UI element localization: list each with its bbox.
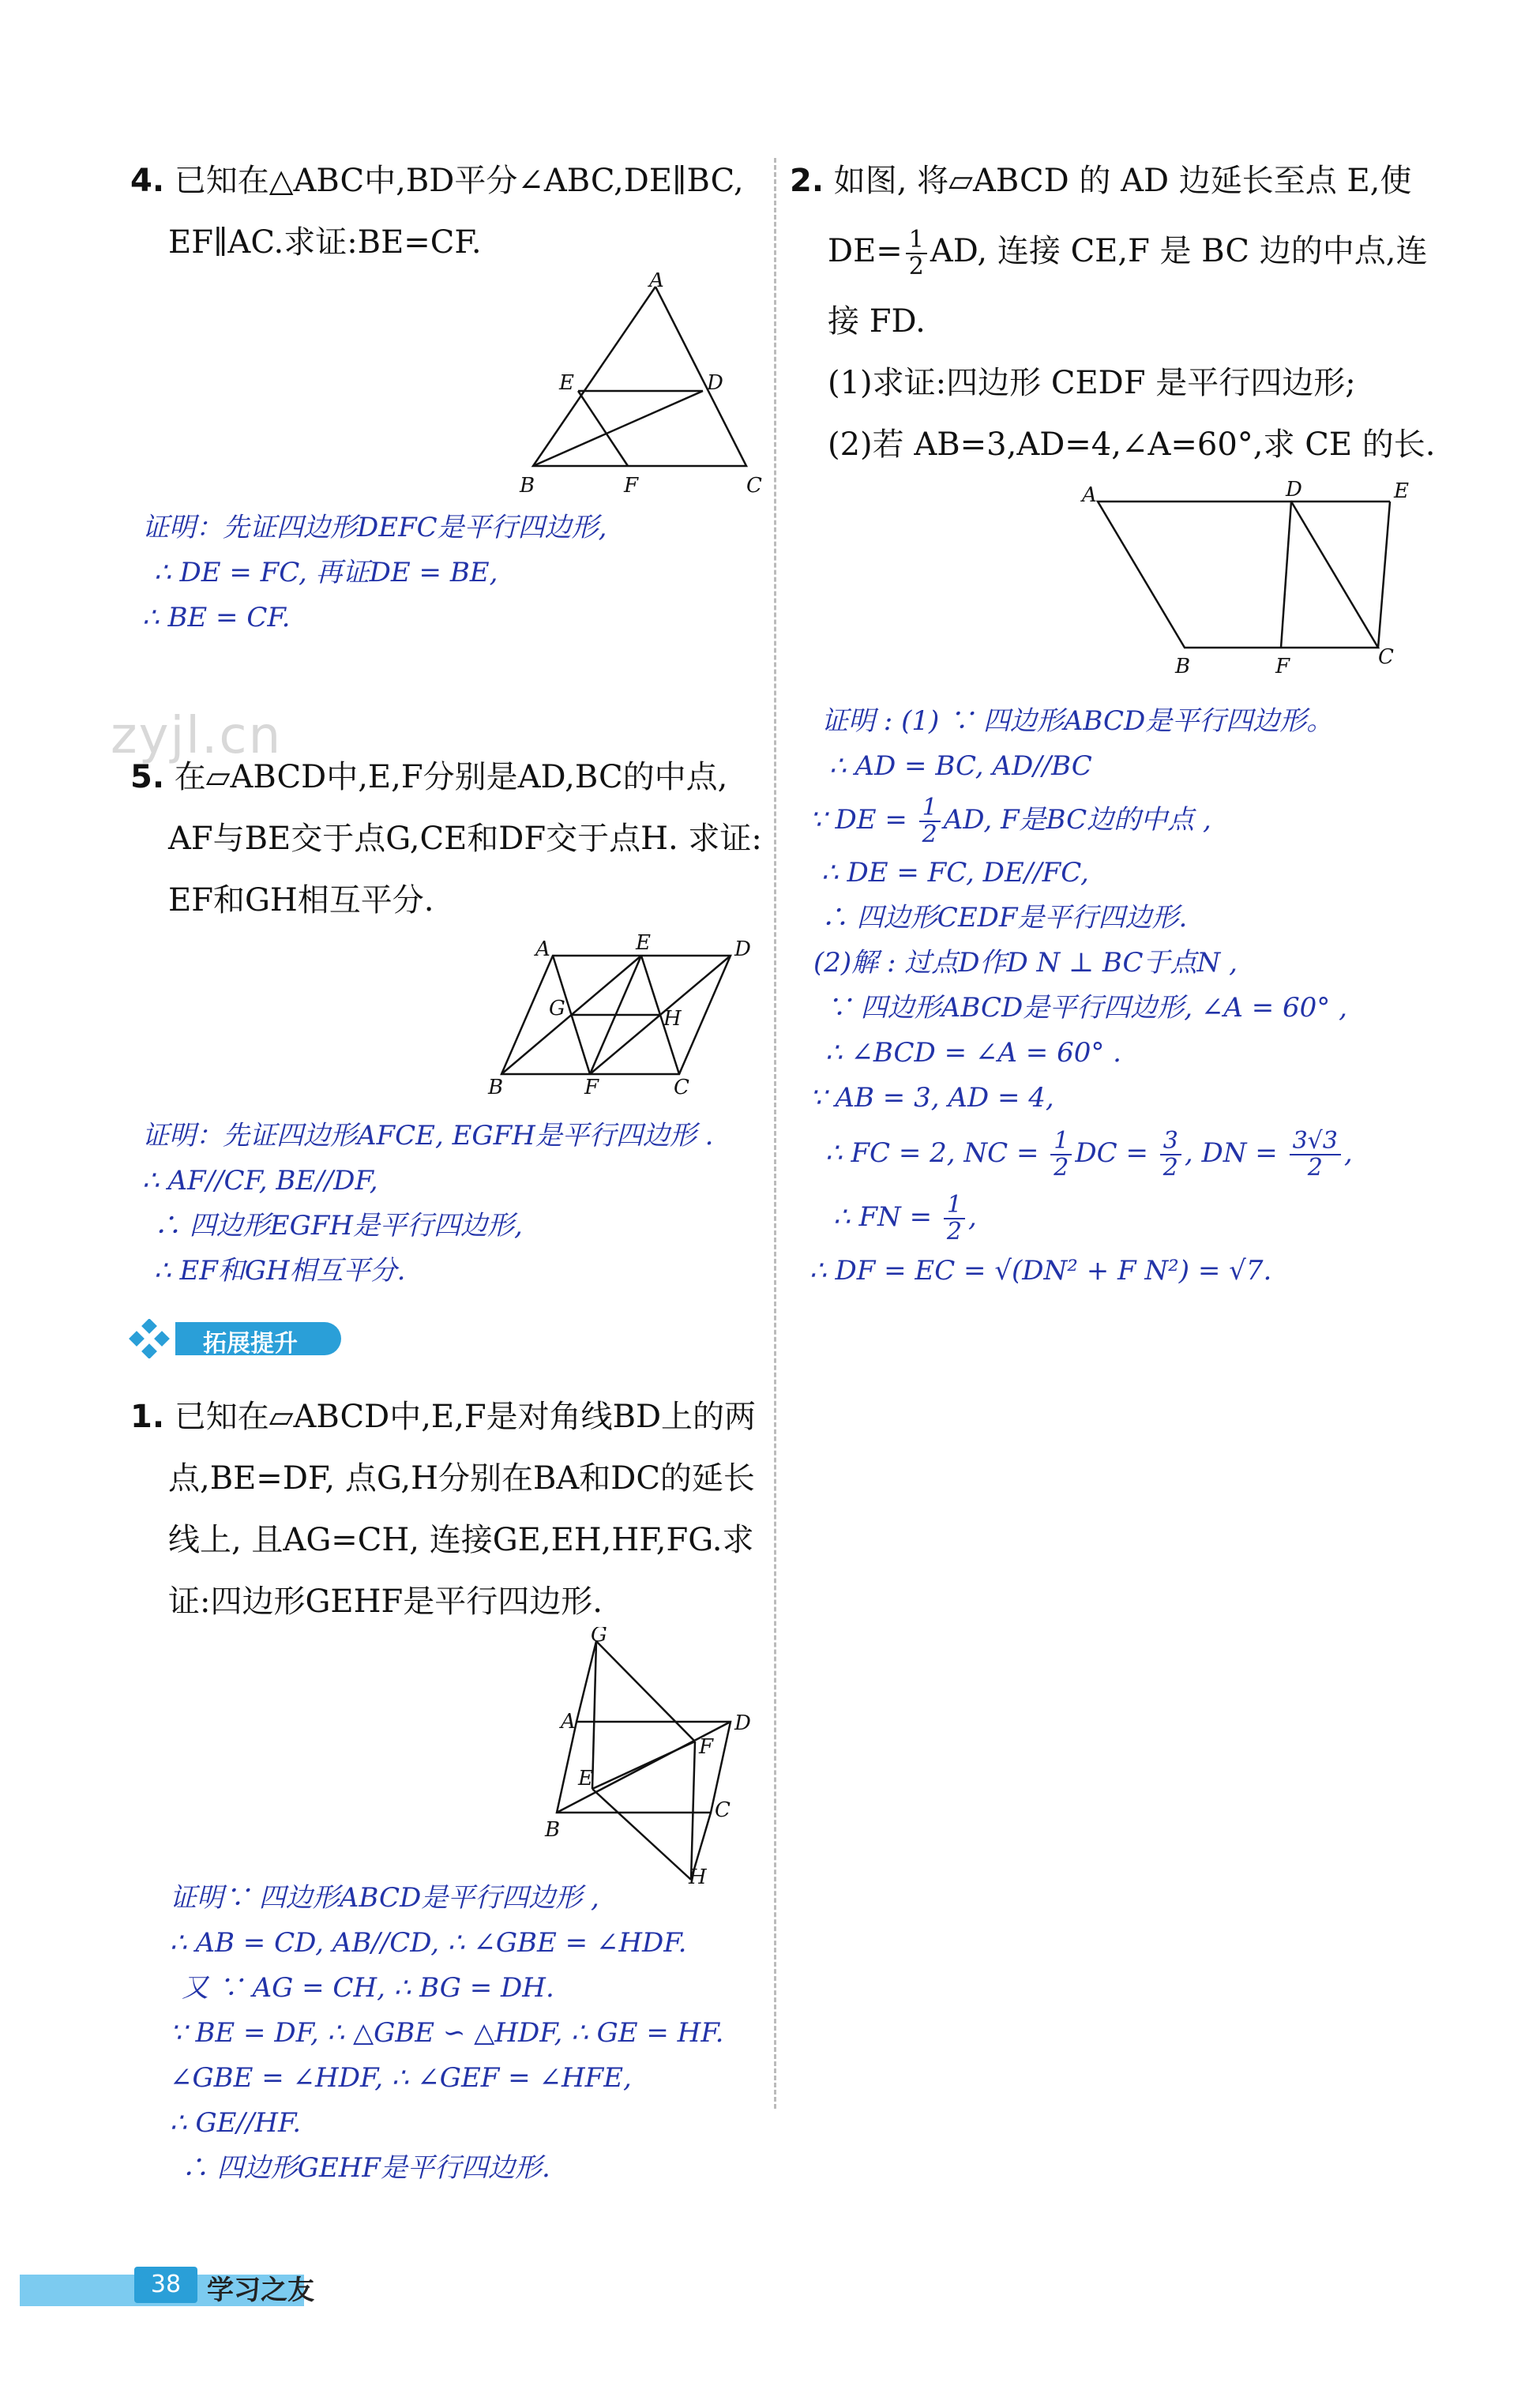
answer-line: (2)解 : 过点D作D N ⊥ BC于点N , [813, 947, 1238, 979]
answer-line: ∴ AB = CD, AB//CD, ∴ ∠GBE = ∠HDF. [170, 1927, 687, 1959]
text-fragment: ∴ FC = 2, NC = [825, 1137, 1039, 1169]
problem-text: (1)求证:四边形 CEDF 是平行四边形; [828, 365, 1356, 401]
text-fragment: DE= [828, 233, 903, 269]
label-d: D [734, 937, 751, 961]
answer-line: ∴ DE = FC, DE//FC, [821, 857, 1089, 889]
answer-line: ∴ DE = FC, 再证DE = BE, [154, 557, 498, 588]
problem-text: 点,BE=DF, 点G,H分别在BA和DC的延长 [168, 1460, 755, 1497]
label-a: A [561, 1710, 576, 1734]
denominator: 2 [922, 821, 937, 848]
numerator: 3 [1160, 1129, 1181, 1155]
answer-line: ∴ EF和GH相互平分. [154, 1255, 406, 1287]
label-c: C [674, 1076, 689, 1098]
label-d: D [707, 371, 723, 395]
parallelogram-figure-5 [482, 932, 774, 1098]
text-fragment: ∵ DE = [809, 804, 907, 836]
fraction [906, 227, 927, 280]
denominator: 2 [908, 253, 924, 280]
label-e: E [1394, 479, 1409, 503]
column-divider [774, 158, 776, 2109]
answer-line: 证明：先证四边形AFCE, EGFH是平行四边形 . [142, 1120, 714, 1152]
label-c: C [715, 1798, 731, 1822]
problem-text: 证:四边形GEHF是平行四边形. [168, 1584, 603, 1620]
denominator: 2 [1163, 1154, 1178, 1182]
label-a: A [649, 272, 664, 292]
answer-line: ∴ GE//HF. [170, 2107, 302, 2139]
problem-ext-2 [790, 150, 1435, 475]
triangle-figure [505, 272, 774, 502]
answer-line [825, 1121, 1353, 1185]
label-f: F [699, 1735, 714, 1759]
fraction [1290, 1129, 1341, 1181]
text-fragment: DC = [1075, 1137, 1148, 1169]
answer-line: 又 ∵ AG = CH, ∴ BG = DH. [182, 1972, 554, 2004]
answer-5 [142, 1114, 713, 1294]
label-a: A [535, 937, 550, 961]
problem-5 [130, 746, 762, 931]
problem-number: 1. [130, 1399, 165, 1435]
watermark: zyjl.cn [111, 707, 283, 765]
problem-text: (2)若 AB=3,AD=4,∠A=60°,求 CE 的长. [828, 426, 1436, 463]
problem-text: EF∥AC.求证:BE=CF. [168, 224, 482, 261]
problem-number: 5. [130, 759, 165, 795]
answer-line: ∴ 四边形GEHF是平行四边形. [182, 2152, 550, 2184]
answer-line: 证明∵ 四边形ABCD是平行四边形 , [170, 1882, 599, 1914]
label-b: B [545, 1818, 561, 1842]
book-title: 学习之友 [207, 2275, 314, 2306]
answer-line: ∴ 四边形EGFH是平行四边形, [154, 1210, 523, 1242]
label-h: H [663, 1007, 682, 1031]
problem-ext-1 [130, 1386, 756, 1632]
fraction [944, 1193, 965, 1245]
answer-line: ∠GBE = ∠HDF, ∴ ∠GEF = ∠HFE, [170, 2062, 632, 2094]
problem-text: 在▱ABCD中,E,F分别是AD,BC的中点, [174, 759, 728, 795]
numerator: 1 [906, 227, 927, 254]
label-g: G [591, 1627, 607, 1647]
text-fragment: , DN = [1184, 1137, 1278, 1169]
label-h: H [689, 1865, 707, 1888]
denominator: 2 [1054, 1154, 1069, 1182]
answer-line: ∴ AF//CF, BE//DF, [142, 1165, 378, 1197]
problem-text: EF和GH相互平分. [168, 882, 434, 919]
denominator: 2 [1307, 1154, 1323, 1182]
problem-text: 已知在▱ABCD中,E,F是对角线BD上的两 [174, 1399, 757, 1435]
answer-line [809, 789, 1337, 851]
answer-line: ∴ 四边形CEDF是平行四边形. [821, 902, 1188, 934]
answer-4 [142, 505, 607, 641]
answer-line: ∵ AB = 3, AD = 4, [809, 1082, 1054, 1114]
answer-line: ∴ ∠BCD = ∠A = 60° . [825, 1037, 1121, 1069]
parallelogram-abcd [1098, 502, 1378, 648]
label-e: E [559, 371, 574, 395]
text-fragment: , [967, 1201, 977, 1233]
answer-line: ∴ DF = EC = √(DN² + F N²) = √7. [809, 1255, 1272, 1287]
fraction [1050, 1129, 1072, 1181]
label-e: E [578, 1767, 593, 1790]
numerator: 1 [1050, 1129, 1072, 1155]
problem-text: 如图, 将▱ABCD 的 AD 边延长至点 E,使 [833, 163, 1412, 199]
numerator: 1 [919, 795, 941, 822]
problem-text [790, 212, 1435, 291]
answer-line: ∵ BE = DF, ∴ △GBE ∽ △HDF, ∴ GE = HF. [170, 2017, 724, 2049]
answer-line [833, 1185, 1361, 1249]
answer-line: 证明：先证四边形DEFC是平行四边形, [142, 512, 607, 543]
problem-text: 线上, 且AG=CH, 连接GE,EH,HF,FG.求 [168, 1522, 754, 1558]
text-fragment: ∴ FN = [833, 1201, 933, 1233]
label-b: B [1175, 655, 1191, 678]
label-a: A [1082, 483, 1097, 507]
problem-text: 已知在△ABC中,BD平分∠ABC,DE∥BC, [174, 163, 744, 199]
page-number: 38 [134, 2267, 197, 2303]
problem-text: 接 FD. [828, 303, 926, 340]
label-f: F [1275, 655, 1290, 678]
label-d: D [734, 1711, 751, 1735]
parallelogram-figure-ext2 [1074, 474, 1422, 679]
answer-ext-2 [809, 699, 1353, 1294]
answer-line: ∵ 四边形ABCD是平行四边形, ∠A = 60° , [825, 992, 1347, 1024]
fraction [1160, 1129, 1181, 1181]
problem-number: 2. [790, 163, 824, 199]
text-fragment: AD, F是BC边的中点 , [943, 804, 1211, 836]
label-d: D [1286, 478, 1302, 502]
label-e: E [636, 932, 651, 955]
label-f: F [584, 1076, 599, 1098]
label-b: B [520, 474, 535, 498]
answer-line: ∴ AD = BC, AD//BC [829, 750, 1092, 782]
label-g: G [549, 997, 565, 1020]
text-fragment: AD, 连接 CE,F 是 BC 边的中点,连 [930, 233, 1428, 269]
parallelogram-figure-ext1 [537, 1627, 774, 1888]
problem-4 [130, 150, 744, 273]
denominator: 2 [946, 1218, 962, 1245]
section-title: 拓展提升 [203, 1330, 298, 1358]
answer-line: 证明 : (1) ∵ 四边形ABCD是平行四边形。 [821, 705, 1334, 737]
numerator: 3√3 [1290, 1129, 1341, 1155]
answer-line: ∴ BE = CF. [142, 602, 291, 633]
label-b: B [488, 1076, 504, 1098]
fraction [919, 795, 941, 847]
problem-number: 4. [130, 163, 165, 199]
answer-ext-1 [170, 1876, 723, 2191]
label-c: C [746, 474, 762, 498]
label-f: F [624, 474, 639, 498]
label-c: C [1378, 645, 1394, 669]
text-fragment: , [1343, 1137, 1353, 1169]
section-header [128, 1319, 341, 1358]
problem-text: AF与BE交于点G,CE和DF交于点H. 求证: [168, 821, 762, 857]
numerator: 1 [944, 1193, 965, 1219]
